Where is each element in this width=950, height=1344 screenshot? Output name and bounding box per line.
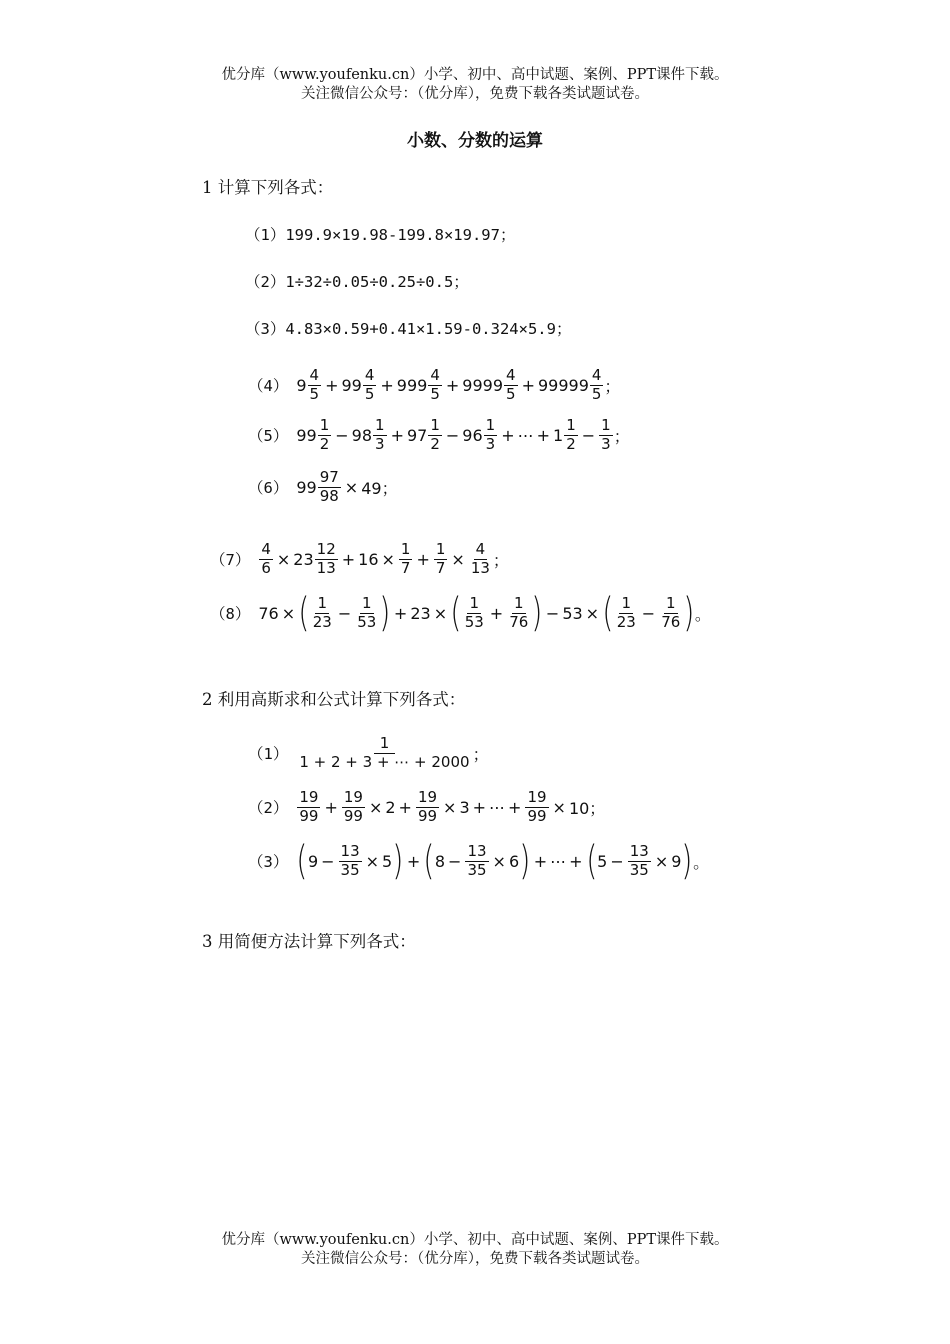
problem-label: （7） xyxy=(210,551,251,569)
footer-line-2: 关注微信公众号：（优分库），免费下载各类试题试卷。 xyxy=(301,1251,649,1267)
page-header xyxy=(0,66,950,104)
section-1-heading: 1 计算下列各式： xyxy=(202,178,334,197)
problem-label: （1） xyxy=(248,745,289,763)
problem-label: （6） xyxy=(248,479,289,497)
page-footer xyxy=(0,1231,950,1269)
problem-1-2: （2）1÷32÷0.05÷0.25÷0.5； xyxy=(245,273,469,291)
problem-1-3: （3）4.83×0.59+0.41×1.59-0.324×5.9； xyxy=(245,320,572,338)
page-title: 小数、分数的运算 xyxy=(407,131,543,151)
problem-label: （3） xyxy=(248,853,289,871)
problem-label: （4） xyxy=(248,377,289,395)
header-line-1: 优分库（www.youfenku.cn）小学、初中、高中试题、案例、PPT课件下载。 xyxy=(221,67,729,83)
problem-2-1: （1） $\frac{1}{1 + 2 + 3 + \cdots + 2000}$ ； xyxy=(248,733,489,771)
problem-2-3: （3） ( 9 − $\frac{13}{35}$ × 5 ) + ( 8 − $\frac{13}{35}$ × 6 ) + ⋯ + ( 5 − $\frac{13}{35}$ × 9 ) 。 xyxy=(248,838,710,884)
footer-line-1: 优分库（www.youfenku.cn）小学、初中、高中试题、案例、PPT课件下载。 xyxy=(221,1232,729,1248)
problem-2-2: （2） $\frac{19}{99}$ + $\frac{19}{99}$ × 2 + $\frac{19}{99}$ × 3 + ⋯ + $\frac{19}{99}$ × 10； xyxy=(248,787,606,825)
problem-label: （8） xyxy=(210,605,251,623)
problem-1-8: （8） 76 × ( $\frac{1}{23}$ − $\frac{1}{53}$ ) + 23 × ( $\frac{1}{53}$ + $\frac{1}{76}$ ) − 53 × ( $\frac{1}{23}$ − $\frac{1}{76}$ ) 。 xyxy=(210,590,711,636)
problem-1-6: （6） 99 $\frac{97}{98}$ × 49； xyxy=(248,467,398,505)
section-3-heading: 3 用简便方法计算下列各式： xyxy=(202,932,416,951)
problem-1-5: （5） 99 $\frac{1}{2}$ − 98 $\frac{1}{3}$ + 97 $\frac{1}{2}$ − 96 $\frac{1}{3}$ + ⋯ + 1 $\frac{1}{2}$ − $\frac{1}{3}$ ； xyxy=(248,415,630,453)
problem-label: （2） xyxy=(248,799,289,817)
problem-1-7: （7） $\frac{4}{6}$ × 23 $\frac{12}{13}$ + 16 × $\frac{1}{7}$ + $\frac{1}{7}$ × $\frac{4}{13}$ ； xyxy=(210,539,509,577)
section-2-heading: 2 利用高斯求和公式计算下列各式： xyxy=(202,690,466,709)
header-line-2: 关注微信公众号：（优分库），免费下载各类试题试卷。 xyxy=(301,86,649,102)
problem-label: （5） xyxy=(248,427,289,445)
problem-1-4: （4） 9 $\frac{4}{5}$ + 99 $\frac{4}{5}$ + 999 $\frac{4}{5}$ + 9999 $\frac{4}{5}$ + 99999 $\frac{4}{5}$ ； xyxy=(248,365,621,403)
problem-1-1: （1）199.9×19.98-199.8×19.97； xyxy=(245,226,516,244)
